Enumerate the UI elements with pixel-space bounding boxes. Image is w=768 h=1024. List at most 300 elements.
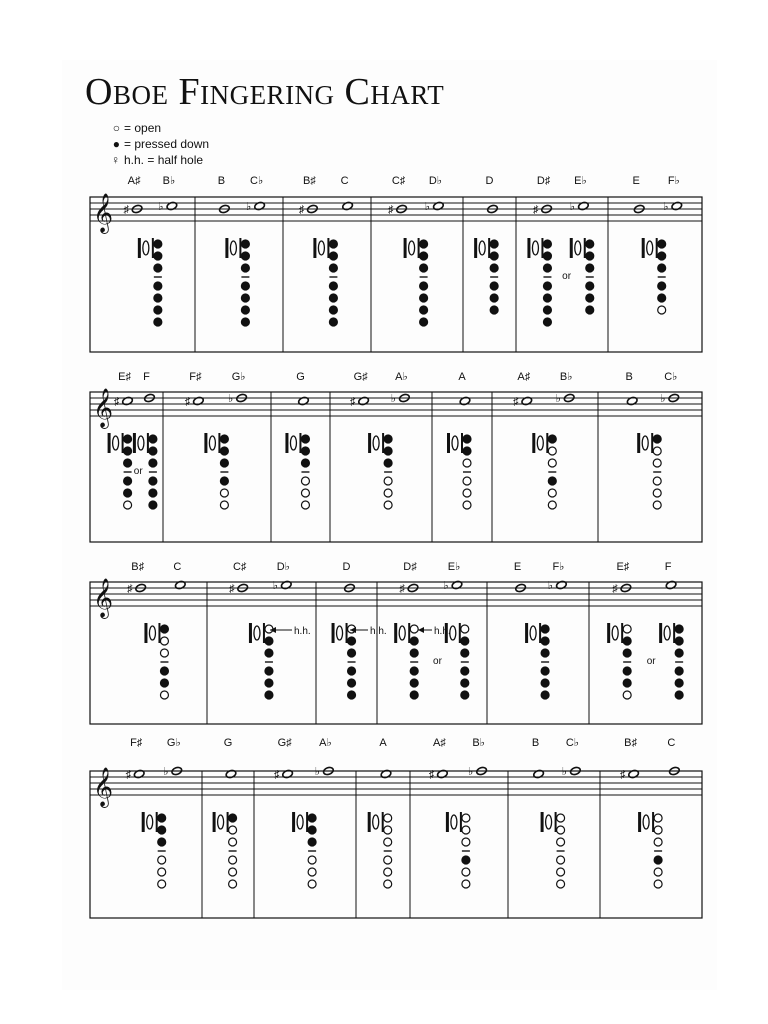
note-label: B♭	[162, 175, 176, 187]
octave-bar	[638, 812, 641, 832]
thumb-key-icon	[230, 241, 236, 255]
open-hole-icon	[301, 477, 309, 485]
fingering-diagram	[108, 433, 132, 509]
pressed-key-icon	[586, 282, 594, 290]
open-hole-icon	[160, 637, 168, 645]
pressed-key-icon	[154, 252, 162, 260]
pressed-key-icon	[654, 856, 662, 864]
accidental: ♭	[390, 393, 397, 405]
note-label: B♯	[624, 737, 638, 749]
octave-bar	[570, 238, 573, 258]
pressed-key-icon	[461, 691, 469, 699]
pressed-key-icon	[420, 252, 428, 260]
open-hole-icon	[461, 625, 469, 633]
note-label: F♭	[667, 175, 680, 187]
fingering-diagram	[368, 433, 392, 509]
pressed-key-icon	[149, 459, 157, 467]
pressed-key-icon	[461, 667, 469, 675]
row-box	[90, 392, 702, 542]
chart-row-4	[90, 737, 702, 918]
pressed-key-icon	[675, 691, 683, 699]
pressed-key-icon	[543, 240, 551, 248]
half-hole-icon: ♀	[111, 153, 120, 167]
or-label: or	[133, 466, 143, 477]
open-hole-icon	[654, 868, 662, 876]
accidental: ♯	[184, 396, 191, 408]
open-hole-icon	[124, 501, 132, 509]
open-hole-icon	[654, 826, 662, 834]
arrow-head-icon	[418, 627, 424, 633]
note-label: G♯	[277, 737, 292, 749]
note-column	[125, 737, 182, 888]
pressed-key-icon	[410, 649, 418, 657]
pressed-key-icon	[329, 318, 337, 326]
fingering-diagram	[332, 623, 356, 699]
accidental: ♯	[228, 583, 235, 595]
pressed-key-icon	[220, 477, 228, 485]
note-label: D	[342, 561, 351, 573]
octave-bar	[249, 623, 252, 643]
note-label: D♭	[276, 561, 290, 573]
octave-bar	[204, 433, 207, 453]
open-hole-icon	[265, 625, 273, 633]
pressed-key-icon	[490, 294, 498, 302]
pressed-key-icon	[329, 264, 337, 272]
open-hole-icon	[160, 649, 168, 657]
thumb-key-icon	[297, 815, 303, 829]
open-hole-icon	[384, 501, 392, 509]
fingering-diagram	[607, 623, 631, 699]
octave-bar	[225, 238, 228, 258]
pressed-key-icon	[586, 240, 594, 248]
open-hole-icon	[653, 477, 661, 485]
half-hole-label: h.h.	[370, 626, 387, 637]
treble-clef-icon: 𝄞	[93, 579, 114, 617]
pressed-key-icon	[348, 667, 356, 675]
open-hole-icon	[220, 501, 228, 509]
fingering-diagram	[285, 433, 309, 509]
pressed-key-icon	[675, 625, 683, 633]
open-hole-icon	[548, 489, 556, 497]
open-hole-icon: ○	[112, 121, 120, 135]
treble-clef-icon: 𝄞	[93, 389, 114, 427]
open-hole-icon	[462, 838, 470, 846]
or-label: or	[646, 656, 656, 667]
octave-bar	[527, 238, 530, 258]
pressed-key-icon	[420, 294, 428, 302]
thumb-key-icon	[546, 815, 552, 829]
octave-bar	[394, 623, 397, 643]
accidental: ♯	[123, 204, 129, 216]
note-label: F♭	[552, 561, 565, 573]
octave-bar	[447, 433, 450, 453]
note-column	[299, 175, 354, 326]
thumb-key-icon	[451, 815, 457, 829]
pressed-key-icon	[220, 447, 228, 455]
thumb-key-icon	[318, 241, 324, 255]
accidental: ♯	[113, 396, 120, 408]
open-hole-icon	[462, 826, 470, 834]
thumb-key-icon	[530, 626, 536, 640]
fingering-diagram	[447, 433, 471, 509]
pressed-key-icon	[541, 649, 549, 657]
pressed-key-icon	[348, 637, 356, 645]
note-label: A♭	[395, 371, 408, 383]
open-hole-icon	[548, 447, 556, 455]
thumb-key-icon	[138, 436, 144, 450]
note-label: A	[458, 371, 466, 383]
pressed-key-icon	[420, 264, 428, 272]
pressed-key-icon	[658, 252, 666, 260]
thumb-key-icon	[664, 626, 670, 640]
half-hole-label: h.h.	[294, 626, 311, 637]
pressed-key-icon	[308, 814, 316, 822]
pressed-key-icon	[124, 459, 132, 467]
fingering-diagram	[637, 433, 661, 509]
thumb-key-icon	[149, 626, 155, 640]
note-label: A♯	[517, 371, 531, 383]
open-hole-icon	[463, 477, 471, 485]
thumb-key-icon	[532, 241, 538, 255]
note-label: D♯	[536, 175, 551, 187]
pressed-key-icon	[410, 691, 418, 699]
open-hole-icon	[653, 459, 661, 467]
pressed-key-icon	[154, 240, 162, 248]
note-label: G♭	[231, 371, 246, 383]
open-hole-icon	[557, 880, 565, 888]
accidental: ♭	[660, 393, 666, 405]
pressed-key-icon	[301, 435, 309, 443]
note-label: B	[625, 371, 633, 383]
pressed-key-icon	[420, 318, 428, 326]
pressed-key-icon	[158, 826, 166, 834]
octave-bar	[637, 433, 640, 453]
pressed-key-icon	[124, 489, 132, 497]
thumb-key-icon	[290, 436, 296, 450]
pressed-key-icon	[160, 667, 168, 675]
pressed-key-icon	[490, 282, 498, 290]
thumb-key-icon	[643, 815, 649, 829]
open-hole-icon	[557, 856, 565, 864]
pressed-key-icon	[265, 667, 273, 675]
note-label: E♭	[574, 175, 587, 187]
or-label: or	[433, 656, 442, 667]
pressed-key-icon	[653, 435, 661, 443]
or-label: or	[562, 271, 572, 282]
octave-bar	[108, 433, 111, 453]
thumb-key-icon	[612, 626, 618, 640]
accidental: ♭	[663, 201, 669, 213]
accidental: ♯	[126, 583, 133, 595]
note-label: B	[217, 175, 226, 187]
pressed-key-icon	[543, 252, 551, 260]
note-label: G	[296, 371, 305, 383]
pressed-key-icon	[154, 294, 162, 302]
open-hole-icon	[301, 501, 309, 509]
fingering-diagram	[570, 238, 594, 314]
pressed-key-icon	[149, 489, 157, 497]
open-hole-icon	[462, 880, 470, 888]
pressed-key-icon	[329, 252, 337, 260]
fingering-diagram	[313, 238, 337, 326]
note-label: C♭	[250, 175, 264, 187]
open-hole-icon	[623, 625, 631, 633]
pressed-key-icon	[541, 667, 549, 675]
fingering-diagram	[213, 812, 237, 888]
pressed-key-icon	[586, 252, 594, 260]
note-column	[633, 175, 683, 314]
fingering-diagram	[138, 238, 162, 326]
note-column	[474, 175, 498, 314]
octave-bar	[525, 623, 528, 643]
pressed-key-icon	[241, 306, 249, 314]
open-hole-icon	[229, 826, 237, 834]
octave-bar	[144, 623, 147, 643]
pressed-key-icon	[154, 282, 162, 290]
note-label: C♯	[232, 561, 247, 573]
pressed-key-icon	[348, 649, 356, 657]
open-hole-icon	[229, 868, 237, 876]
accidental: ♯	[349, 396, 356, 408]
note-column	[274, 737, 334, 888]
octave-bar	[285, 433, 288, 453]
pressed-key-icon	[160, 679, 168, 687]
pressed-key-icon	[229, 814, 237, 822]
fingering-diagram	[659, 623, 683, 699]
thumb-key-icon	[479, 241, 485, 255]
pressed-key-icon	[623, 667, 631, 675]
fingering-diagram	[525, 623, 549, 699]
pressed-key-icon	[348, 679, 356, 687]
pressed-key-icon	[586, 264, 594, 272]
note-column	[532, 737, 581, 888]
open-hole-icon	[658, 306, 666, 314]
note-label: C	[173, 561, 182, 573]
accidental: ♯	[513, 396, 519, 408]
note-column	[123, 175, 177, 326]
pressed-key-icon	[623, 649, 631, 657]
pressed-key-icon	[241, 240, 249, 248]
pressed-key-icon	[241, 282, 249, 290]
octave-bar	[532, 433, 535, 453]
row-box	[90, 582, 702, 724]
pressed-key-icon	[461, 679, 469, 687]
pressed-key-icon	[541, 625, 549, 633]
octave-bar	[133, 433, 136, 453]
note-column	[429, 737, 488, 888]
open-hole-icon	[384, 489, 392, 497]
pressed-key-icon	[348, 691, 356, 699]
octave-bar	[368, 812, 371, 832]
pressed-key-icon	[658, 264, 666, 272]
octave-bar	[332, 623, 335, 643]
thumb-key-icon	[337, 626, 343, 640]
thumb-key-icon	[450, 626, 456, 640]
pressed-key-icon	[241, 294, 249, 302]
open-hole-icon	[463, 489, 471, 497]
pressed-key-icon	[463, 447, 471, 455]
thumb-key-icon	[452, 436, 458, 450]
pressed-key-icon	[623, 637, 631, 645]
open-hole-icon	[384, 838, 392, 846]
accidental: ♭	[555, 393, 561, 405]
thumb-key-icon	[575, 241, 581, 255]
accidental: ♭	[245, 201, 252, 213]
open-hole-icon	[653, 489, 661, 497]
note-label: B♯	[131, 561, 145, 573]
pressed-key-icon	[384, 459, 392, 467]
pressed-key-icon	[124, 435, 132, 443]
octave-bar	[659, 623, 662, 643]
fingering-diagram	[446, 812, 470, 888]
pressed-key-icon	[410, 637, 418, 645]
open-hole-icon	[308, 868, 316, 876]
chart-row-2	[90, 371, 702, 542]
pressed-key-icon	[154, 306, 162, 314]
pressed-key-icon	[658, 282, 666, 290]
open-hole-icon	[654, 814, 662, 822]
chart-row-1	[90, 175, 702, 352]
open-hole-icon	[654, 838, 662, 846]
pressed-key-icon	[160, 625, 168, 633]
octave-bar	[642, 238, 645, 258]
note-label: A♯	[432, 737, 446, 749]
octave-bar	[541, 812, 544, 832]
pressed-key-icon	[265, 691, 273, 699]
pressed-key-icon	[149, 477, 157, 485]
thumb-key-icon	[399, 626, 405, 640]
thumb-key-icon	[147, 815, 153, 829]
accidental: ♭	[561, 766, 568, 778]
fingering-diagram	[249, 623, 273, 699]
note-label: F	[664, 561, 672, 573]
open-hole-icon	[653, 447, 661, 455]
open-hole-icon	[384, 826, 392, 834]
open-hole-icon	[229, 856, 237, 864]
pressed-key-icon	[220, 435, 228, 443]
pressed-key-icon	[543, 282, 551, 290]
pressed-key-icon	[301, 447, 309, 455]
pressed-key-icon	[675, 679, 683, 687]
pressed-key-icon	[541, 679, 549, 687]
pressed-key-icon	[265, 637, 273, 645]
octave-bar	[213, 812, 216, 832]
pressed-key-icon	[241, 252, 249, 260]
open-hole-icon	[548, 501, 556, 509]
open-hole-icon	[462, 868, 470, 876]
row-box	[90, 771, 702, 918]
thumb-key-icon	[537, 436, 543, 450]
thumb-key-icon	[218, 815, 224, 829]
treble-clef-icon: 𝄞	[93, 194, 114, 232]
fingering-diagram	[474, 238, 498, 314]
treble-clef-icon: 𝄞	[93, 768, 114, 806]
open-hole-icon	[384, 868, 392, 876]
note-column	[388, 175, 444, 326]
open-hole-icon	[220, 489, 228, 497]
open-hole-icon	[384, 856, 392, 864]
pressed-key-icon	[329, 306, 337, 314]
open-hole-icon	[653, 501, 661, 509]
pressed-key-icon	[490, 306, 498, 314]
note-label: G	[223, 737, 233, 749]
octave-bar	[404, 238, 407, 258]
fingering-diagram	[541, 812, 565, 888]
octave-bar	[446, 812, 449, 832]
note-label: E♯	[118, 371, 131, 383]
accidental: ♭	[227, 393, 234, 405]
pressed-key-icon	[675, 649, 683, 657]
note-label: A♯	[127, 175, 141, 187]
pressed-key-icon	[490, 240, 498, 248]
thumb-key-icon	[113, 436, 119, 450]
pressed-key-icon	[384, 447, 392, 455]
note-label: B	[531, 737, 540, 749]
fingering-diagram	[642, 238, 666, 314]
note-label: B♭	[559, 371, 573, 383]
pressed-key-icon	[658, 240, 666, 248]
pressed-key-icon	[308, 826, 316, 834]
octave-bar	[142, 812, 145, 832]
half-hole-label: h.h.	[434, 626, 451, 637]
pressed-key-icon	[265, 649, 273, 657]
pressed-key-icon	[675, 667, 683, 675]
fingering-diagram	[404, 238, 428, 326]
note-label: B♯	[302, 175, 316, 187]
fingering-diagram	[292, 812, 316, 888]
octave-bar	[607, 623, 610, 643]
note-column	[368, 737, 392, 888]
note-label: E♯	[616, 561, 630, 573]
note-label: C♭	[565, 737, 579, 749]
open-hole-icon	[384, 477, 392, 485]
pressed-key-icon	[241, 264, 249, 272]
accidental: ♯	[612, 583, 618, 595]
pressed-key-icon	[384, 435, 392, 443]
open-hole-icon	[548, 459, 556, 467]
open-hole-icon	[229, 838, 237, 846]
accidental: ♭	[547, 580, 554, 592]
fingering-diagram	[225, 238, 249, 326]
open-hole-icon	[308, 856, 316, 864]
pressed-key-icon	[490, 252, 498, 260]
pressed-key-icon	[461, 649, 469, 657]
pressed-key-icon	[543, 294, 551, 302]
note-label: A	[379, 737, 387, 749]
accidental: ♭	[443, 580, 449, 592]
accidental: ♯	[399, 583, 405, 595]
pressed-key-icon	[329, 282, 337, 290]
fingering-diagram	[532, 433, 556, 509]
note-label: E	[632, 175, 640, 187]
thumb-key-icon	[409, 241, 415, 255]
note-label: F♯	[130, 737, 143, 749]
thumb-key-icon	[254, 626, 260, 640]
accidental: ♭	[163, 766, 169, 778]
open-hole-icon	[160, 691, 168, 699]
note-label: F	[143, 371, 150, 383]
note-column	[218, 175, 266, 326]
pressed-key-icon	[329, 294, 337, 302]
open-hole-icon	[384, 814, 392, 822]
row-box	[90, 197, 702, 352]
pressed-key-icon	[541, 691, 549, 699]
pressed-key-icon	[149, 435, 157, 443]
legend-text-pressed: = pressed down	[124, 137, 210, 151]
fingering-diagram	[394, 623, 418, 699]
open-hole-icon	[557, 838, 565, 846]
fingering-diagram	[144, 623, 168, 699]
